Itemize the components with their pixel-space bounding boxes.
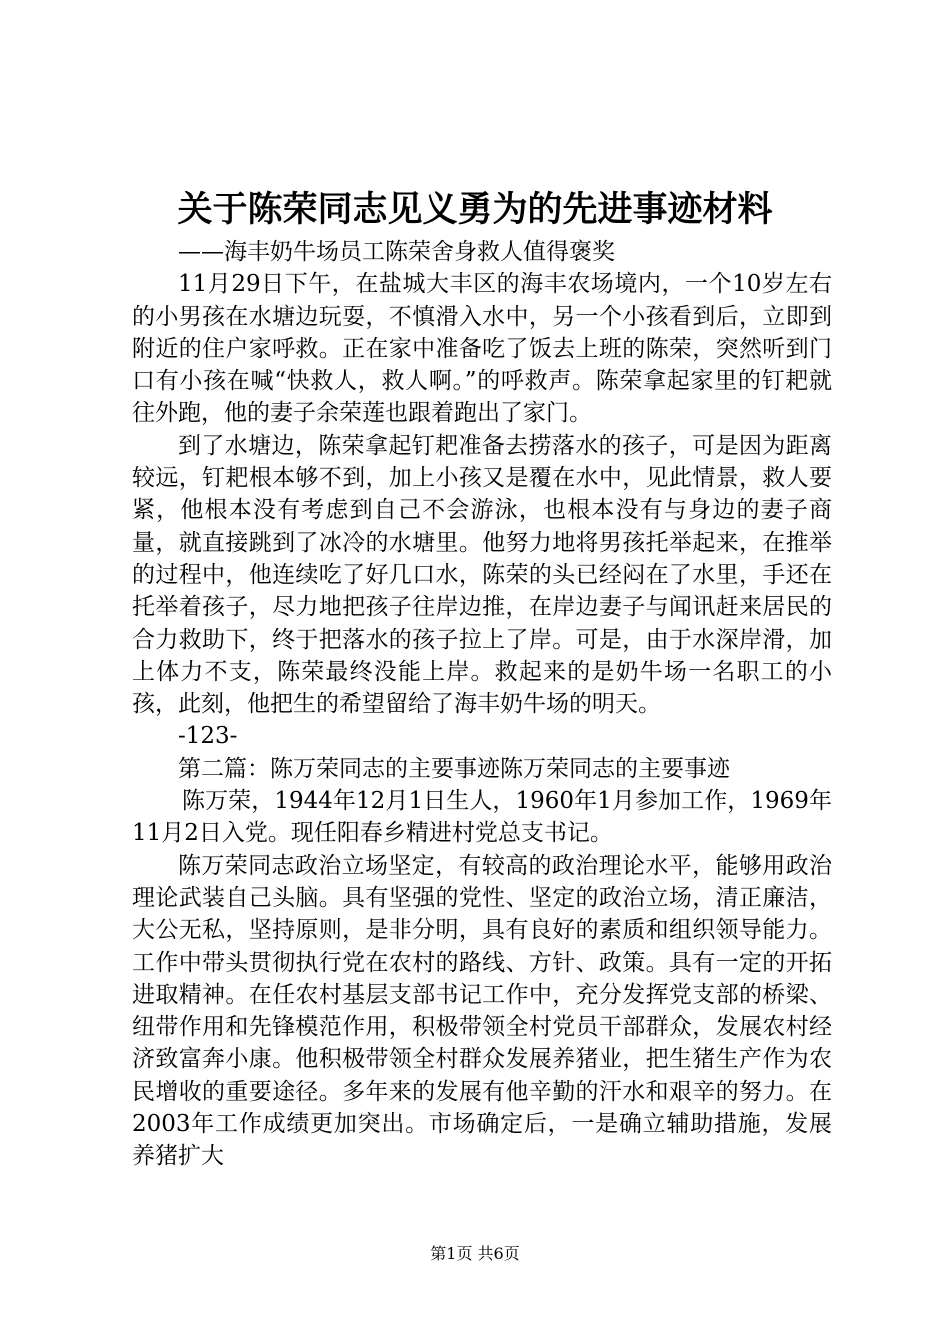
page-marker: -123-: [178, 723, 238, 750]
subtitle: ——海丰奶牛场员工陈荣舍身救人值得褒奖: [178, 239, 615, 265]
document-title: 关于陈荣同志见义勇为的先进事迹材料: [177, 189, 773, 230]
paragraph-1: 11月29日下午，在盐城大丰区的海丰农场境内，一个10岁左右的小男孩在水塘边玩耍，不慎滑入水中，另一个小孩看到后，立即到附近的住户家呼救。正在家中准备吃了饭去上班的陈荣，突然听到门口有小孩在喊“快救人，救人啊。”的呼救声。陈荣拿起家里的钉耙就往外跑，他的妻子余荣莲也跟着跑出了家门。: [132, 271, 832, 427]
section-2-paragraph-2: 陈万荣同志政治立场坚定，有较高的政治理论水平，能够用政治理论武装自己头脑。具有坚强的党性、坚定的政治立场，清正廉洁，大公无私，坚持原则，是非分明，具有良好的素质和组织领导能力。工作中带头贯彻执行党在农村的路线、方针、政策。具有一定的开拓进取精神。在任农村基层支部书记工作中，充分发挥党支部的桥梁、纽带作用和先锋模范作用，积极带领全村党员干部群众，发展农村经济致富奔小康。他积极带领全村群众发展养猪业，把生猪生产作为农民增收的重要途径。多年来的发展有他辛勤的汗水和艰辛的努力。在2003年工作成绩更加突出。市场确定后，一是确立辅助措施，发展养猪扩大: [132, 852, 832, 1170]
document-body: [132, 236, 832, 1173]
paragraph-2: 到了水塘边，陈荣拿起钉耙准备去捞落水的孩子，可是因为距离较远，钉耙根本够不到，加上小孩又是覆在水中，见此情景，救人要紧，他根本没有考虑到自己不会游泳，也根本没有与身边的妻子商量，就直接跳到了冰冷的水塘里。他努力地将男孩托举起来，在推举的过程中，他连续吃了好几口水，陈荣的头已经闷在了水里，手还在托举着孩子，尽力地把孩子往岸边推，在岸边妻子与闻讯赶来居民的合力救助下，终于把落水的孩子拉上了岸。可是，由于水深岸滑，加上体力不支，陈荣最终没能上岸。救起来的是奶牛场一名职工的小孩，此刻，他把生的希望留给了海丰奶牛场的明天。: [132, 432, 832, 718]
page-footer: 第1页 共6页: [430, 1244, 520, 1263]
section-2-title: 第二篇：陈万荣同志的主要事迹陈万荣同志的主要事迹: [178, 755, 730, 782]
section-2-paragraph-1: 陈万荣，1944年12月1日生人，1960年1月参加工作，1969年11月2日入党。现任阳春乡精进村党总支书记。: [132, 788, 832, 847]
